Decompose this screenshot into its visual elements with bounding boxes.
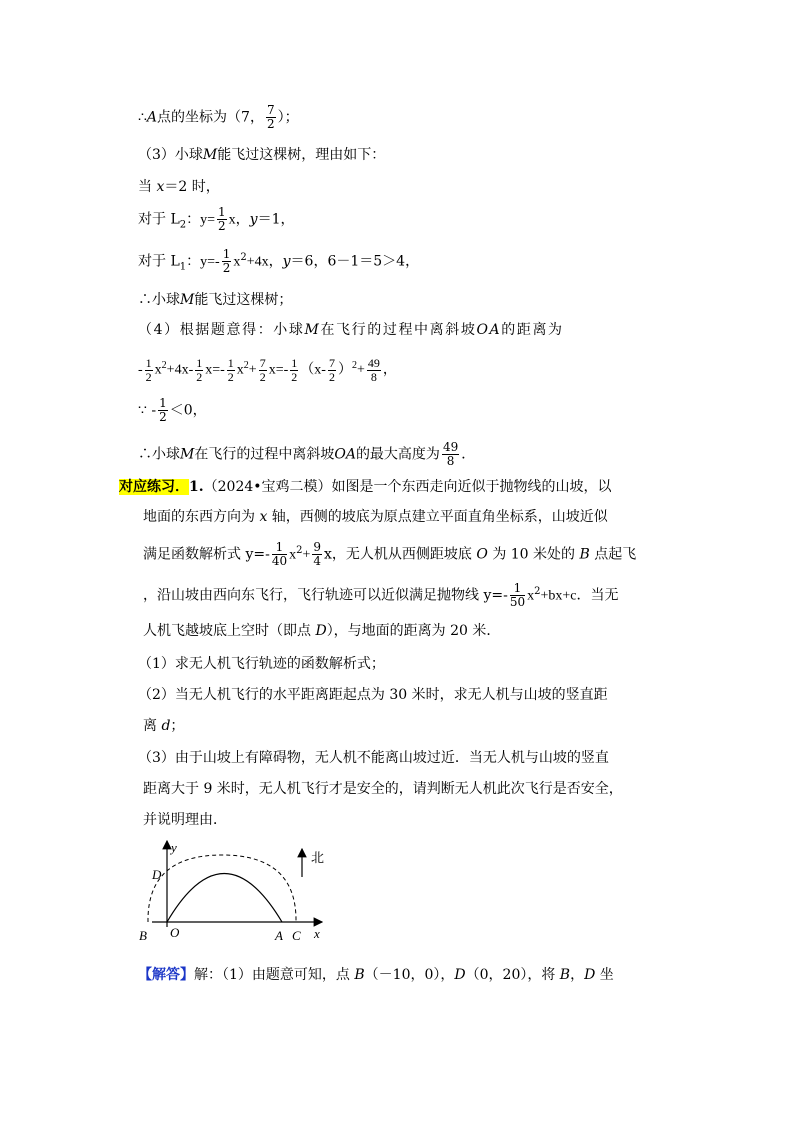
solution-line-9: ∵ - $\frac{1}{2}$ ＜0，: [138, 396, 207, 424]
fraction: $\frac{1}{2}$: [145, 355, 152, 384]
question-1: （1）求无人机飞行轨迹的函数解析式；: [138, 656, 385, 672]
label-D: D: [152, 867, 162, 882]
fraction: $\frac{1}{2}$: [291, 355, 298, 384]
label-y: y: [171, 840, 177, 855]
answer-label: 【解答】: [138, 967, 194, 983]
practice-label: 对应练习．: [119, 479, 189, 495]
question-2-line-1: （2）当无人机飞行的水平距离距起点为 30 米时，求无人机与山坡的竖直距: [138, 687, 608, 703]
fraction: $\frac{9}{4}$: [313, 540, 322, 569]
solution-line-10: ∴小球M在飞行的过程中离斜坡OA的最大高度为 $\frac{49}{8}$ ．: [138, 440, 476, 468]
parabola-figure: [130, 835, 340, 950]
solution-line-5: 对于 $L_1$：y=- $\frac{1}{2}$ $x^2+4x$，y＝6，6－1＝5＞4，: [138, 247, 420, 276]
solution-line-6: ∴小球M能飞过这棵树；: [138, 292, 293, 308]
fraction: $\frac{49}{8}$: [367, 355, 380, 384]
practice-line-3: 满足函数解析式 y=- $\frac{1}{40}$ $x^2+$ $\frac{9}{4}$ x，无人机从西侧距坡底 O 为 10 米处的 B 点起飞: [143, 540, 637, 569]
hill-slope-curve: [167, 874, 282, 923]
problem-number: 1.: [189, 479, 204, 495]
solution-line-7: （4）根据题意得：小球M在飞行的过程中离斜坡OA的距离为: [138, 322, 564, 338]
practice-line-5: 人机飞越坡底上空时（即点 D），与地面的距离为 20 米．: [143, 623, 501, 639]
label-C: C: [292, 928, 301, 943]
solution-line-2: （3）小球M能飞过这棵树，理由如下：: [138, 147, 386, 163]
practice-line-2: 地面的东西方向为 x 轴，西侧的坡底为原点建立平面直角坐标系，山坡近似: [143, 509, 608, 525]
fraction: $\frac{49}{8}$: [442, 440, 459, 468]
label-B: B: [139, 928, 147, 943]
question-3-line-1: （3）由于山坡上有障碍物，无人机不能离山坡过近．当无人机与山坡的竖直: [138, 750, 609, 766]
fraction: $\frac{7}{2}$: [328, 355, 335, 384]
fraction: $\frac{1}{2}$: [159, 396, 167, 424]
label-x: x: [314, 926, 320, 941]
fraction: $\frac{7}{2}$: [259, 355, 266, 384]
fraction: $\frac{1}{40}$: [271, 540, 288, 569]
label-A: A: [275, 928, 283, 943]
solution-line-1: ∴A点的坐标为（7， $\frac{7}{2}$ ）；: [138, 103, 299, 131]
fraction: $\frac{7}{2}$: [266, 103, 275, 131]
answer-line: 【解答】解：（1）由题意可知，点 B（－10，0），D（0，20），将 B，D 坐: [138, 967, 614, 983]
practice-line-4: ，沿山坡由西向东飞行，飞行轨迹可以近似满足抛物线 y=- $\frac{1}{50}$ $x^2+bx+c$．当无: [143, 581, 619, 610]
fraction: $\frac{1}{2}$: [227, 355, 234, 384]
question-3-line-3: 并说明理由．: [143, 812, 227, 828]
solution-line-8-expression: - $\frac{1}{2}$ $x^2+4x-$ $\frac{1}{2}$ x=- $\frac{1}{2}$ $x^2+$ $\frac{7}{2}$ x=- $\frac{1}{2}$ （x- $\frac{7}{2}$ ）$^2$+ $\frac{49}{8}$ ，: [138, 355, 397, 384]
fraction: $\frac{1}{2}$: [222, 247, 231, 276]
fraction: $\frac{1}{2}$: [196, 355, 203, 384]
practice-line-1: 对应练习．1.（2024•宝鸡二模）如图是一个东西走向近似于抛物线的山坡，以: [119, 479, 612, 495]
flight-trajectory: [148, 855, 296, 922]
question-3-line-2: 距离大于 9 米时，无人机飞行才是安全的，请判断无人机此次飞行是否安全，: [143, 781, 623, 797]
fraction: $\frac{1}{50}$: [509, 581, 526, 610]
solution-line-3: 当 x＝2 时，: [138, 179, 220, 195]
label-O: O: [170, 925, 180, 940]
question-2-line-2: 离 d；: [143, 718, 185, 734]
north-label: 北: [311, 850, 325, 865]
fraction: $\frac{1}{2}$: [218, 205, 226, 233]
solution-line-4: 对于 $L_2$：y= $\frac{1}{2}$ x，y＝1，: [138, 205, 295, 233]
